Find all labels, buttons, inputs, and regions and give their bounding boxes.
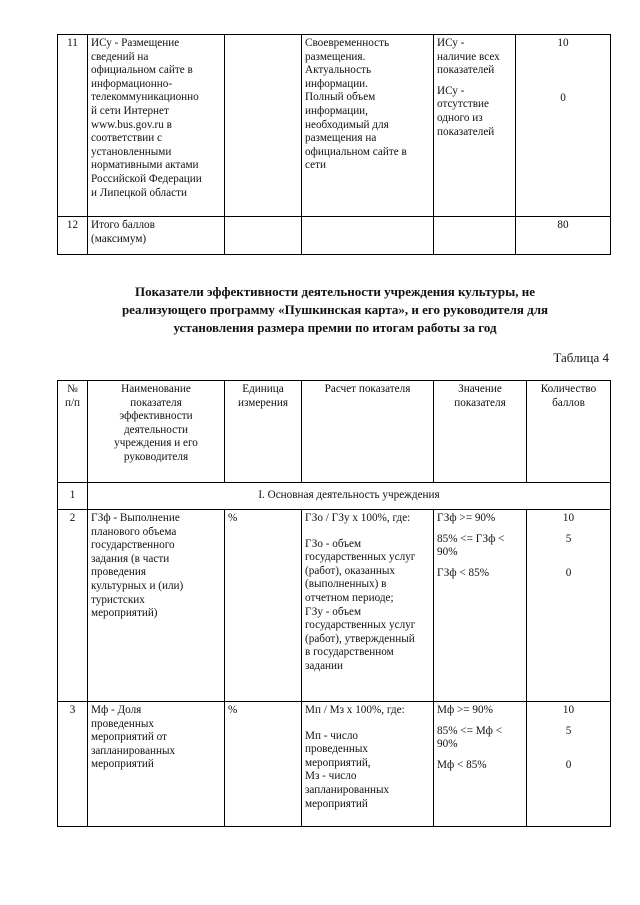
value-cell: [434, 35, 516, 217]
table-row: [58, 702, 611, 827]
column-header-score: Количество баллов: [527, 381, 611, 483]
row-number: 3: [58, 702, 88, 827]
formula: ГЗо / ГЗу х 100%, где:: [305, 512, 411, 524]
value-cell: [434, 510, 527, 702]
column-header-number: № п/п: [58, 381, 88, 483]
score-cell: [527, 510, 611, 702]
calculation-cell: Своевременность размещения. Актуальность информации. Полный объем информации, необходимый для размещения на официальном сайте в сети: [302, 35, 434, 217]
formula-legend: Мп - число проведенных мероприятий, Мз - число запланированных мероприятий: [305, 729, 390, 810]
column-header-calc: Расчет показателя: [302, 381, 434, 483]
score-cell: [527, 702, 611, 827]
section-title: I. Основная деятельность учреждения: [88, 483, 611, 510]
score-option: 0: [565, 759, 572, 772]
column-header-unit: Единица измерения: [225, 381, 302, 483]
score-option: 0: [560, 91, 566, 104]
value-option: Мф < 85%: [437, 758, 487, 771]
column-header-name: Наименование показателя эффективности деятельности учреждения и его руководителя: [88, 381, 225, 483]
row-number: 12: [58, 217, 88, 255]
table-row: [58, 217, 611, 255]
column-header-value: Значение показателя: [434, 381, 527, 483]
score-option: 0: [565, 567, 572, 580]
table-label: Таблица 4: [553, 350, 609, 365]
table-row: [58, 510, 611, 702]
value-option: ГЗф >= 90%: [437, 512, 496, 524]
unit-cell: %: [225, 510, 302, 702]
section-heading: Показатели эффективности деятельности учреждения культуры, не реализующего программу «Пушкинская карта», и его руководителя для установления размера премии по итогам работы за год: [121, 284, 549, 335]
score-option: 5: [565, 532, 572, 545]
unit-cell: [225, 35, 302, 217]
calculation-cell: [302, 510, 434, 702]
value-option: 85% <= ГЗф < 90%: [437, 532, 505, 559]
value-option: ГЗф < 85%: [437, 566, 490, 579]
indicator-name: ГЗф - Выполнение планового объема государственного задания (в части проведения культурных и (или) туристских мероприятий): [88, 510, 225, 702]
calculation-cell: [302, 702, 434, 827]
unit-cell: %: [225, 702, 302, 827]
score-option: 10: [562, 512, 575, 524]
score-cell: [516, 35, 611, 217]
score-cell: 80: [516, 217, 611, 255]
score-option: 5: [565, 724, 572, 737]
row-number: 1: [58, 483, 88, 510]
indicator-name: Мф - Доля проведенных мероприятий от запланированных мероприятий: [88, 702, 225, 827]
table-header-row: [58, 381, 611, 483]
score-option: 10: [557, 37, 569, 49]
section-row: [58, 483, 611, 510]
score-option: 10: [562, 704, 575, 716]
value-option: ИСу - отсутствие одного из показателей: [437, 84, 495, 138]
value-option: ИСу - наличие всех показателей: [437, 37, 500, 77]
table-4: [57, 380, 611, 827]
formula-legend: ГЗо - объем государственных услуг (работ), оказанных (выполненных) в отчетном периоде; ГЗу - объем государственных услуг (работ), утвержденный в государственном задании: [305, 537, 416, 672]
indicator-name: Итого баллов (максимум): [88, 217, 225, 255]
row-number: 2: [58, 510, 88, 702]
value-cell: [434, 702, 527, 827]
indicator-name: ИСу - Размещение сведений на официальном сайте в информационно- телекоммуникационно й сети Интернет www.bus.gov.ru в соответствии с установленными нормативными актами Российской Федерации и Липецкой области: [88, 35, 225, 217]
table-row: [58, 35, 611, 217]
top-table: [57, 34, 611, 255]
formula: Мп / Мз х 100%, где:: [305, 704, 405, 716]
value-option: Мф >= 90%: [437, 704, 493, 716]
row-number: 11: [58, 35, 88, 217]
value-option: 85% <= Мф < 90%: [437, 724, 503, 751]
